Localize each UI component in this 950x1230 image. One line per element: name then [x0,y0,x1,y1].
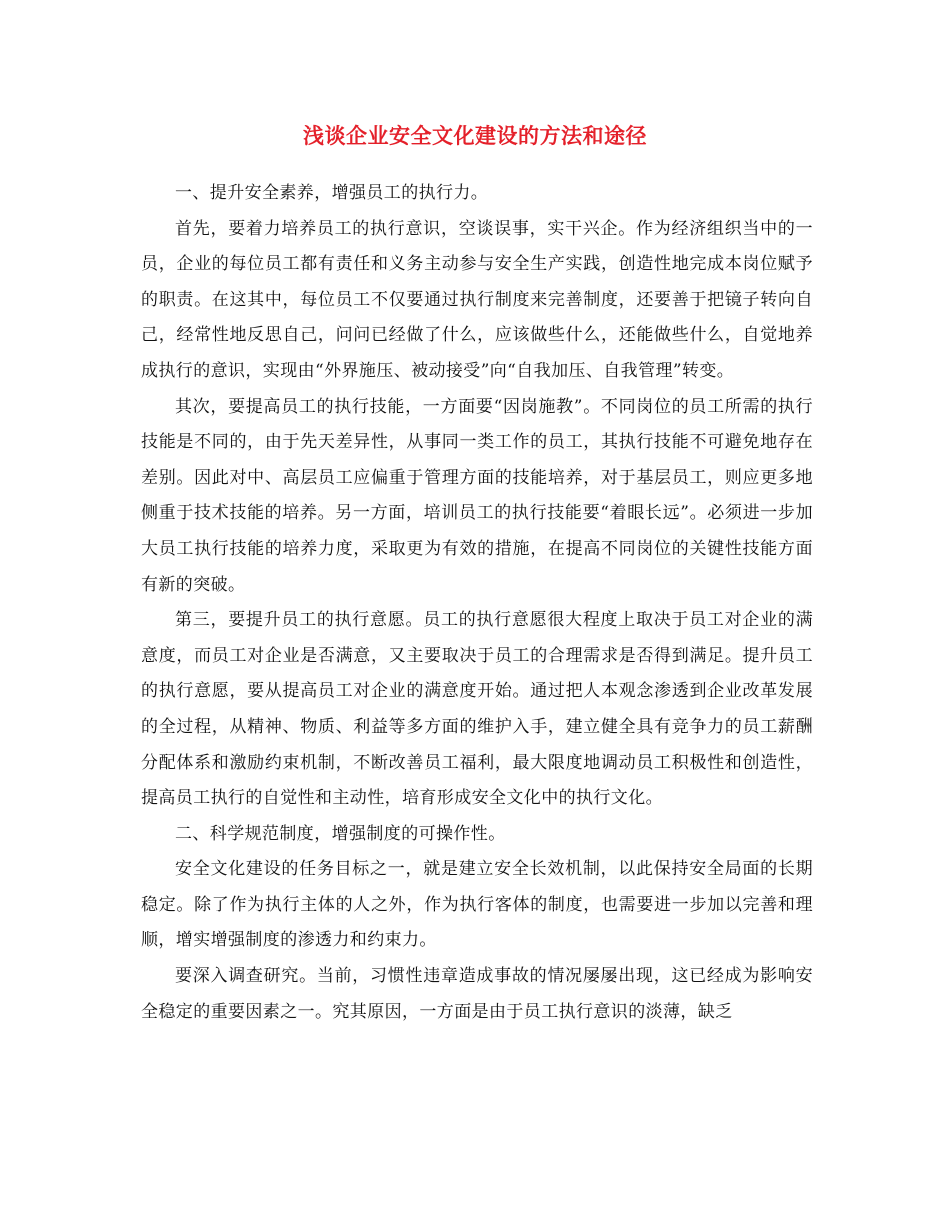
paragraph: 要深入调查研究。当前，习惯性违章造成事故的情况屡屡出现，这已经成为影响安全稳定的重要因素之一。究其原因，一方面是由于员工执行意识的淡薄，缺乏 [141,966,813,1022]
paragraph: 首先，要着力培养员工的执行意识，空谈误事，实干兴企。作为经济组织当中的一员，企业的每位员工都有责任和义务主动参与安全生产实践，创造性地完成本岗位赋予的职责。在这其中，每位员工不仅要通过执行制度来完善制度，还要善于把镜子转向自己，经常性地反思自己，问问已经做了什么，应该做些什么，还能做些什么，自觉地养成执行的意识，实现由“外界施压、被动接受”向“自我加压、自我管理”转变。 [141,218,813,381]
paragraph: 其次，要提高员工的执行技能，一方面要“因岗施教”。不同岗位的员工所需的执行技能是不同的，由于先天差异性，从事同一类工作的员工，其执行技能不可避免地存在差别。因此对中、高层员工应偏重于管理方面的技能培养，对于基层员工，则应更多地侧重于技术技能的培养。另一方面，培训员工的执行技能要“着眼长远”。必须进一步加大员工执行技能的培养力度，采取更为有效的措施，在提高不同岗位的关键性技能方面有新的突破。 [141,396,813,595]
paragraph-heading-1: 一、提升安全素养，增强员工的执行力。 [175,183,489,203]
document-title: 浅谈企业安全文化建设的方法和途径 [303,123,647,148]
document-body [141,176,813,1030]
paragraph: 第三，要提升员工的执行意愿。员工的执行意愿很大程度上取决于员工对企业的满意度，而员工对企业是否满意，又主要取决于员工的合理需求是否得到满足。提升员工的执行意愿，要从提高员工对企业的满意度开始。通过把人本观念渗透到企业改革发展的全过程，从精神、物质、利益等多方面的维护入手，建立健全具有竞争力的员工薪酬分配体系和激励约束机制，不断改善员工福利，最大限度地调动员工积极性和创造性，提高员工执行的自觉性和主动性，培育形成安全文化中的执行文化。 [141,610,813,809]
paragraph: 安全文化建设的任务目标之一，就是建立安全长效机制，以此保持安全局面的长期稳定。除了作为执行主体的人之外，作为执行客体的制度，也需要进一步加以完善和理顺，增实增强制度的渗透力和约束力。 [141,859,813,951]
paragraph-heading-2: 二、科学规范制度，增强制度的可操作性。 [175,823,506,844]
